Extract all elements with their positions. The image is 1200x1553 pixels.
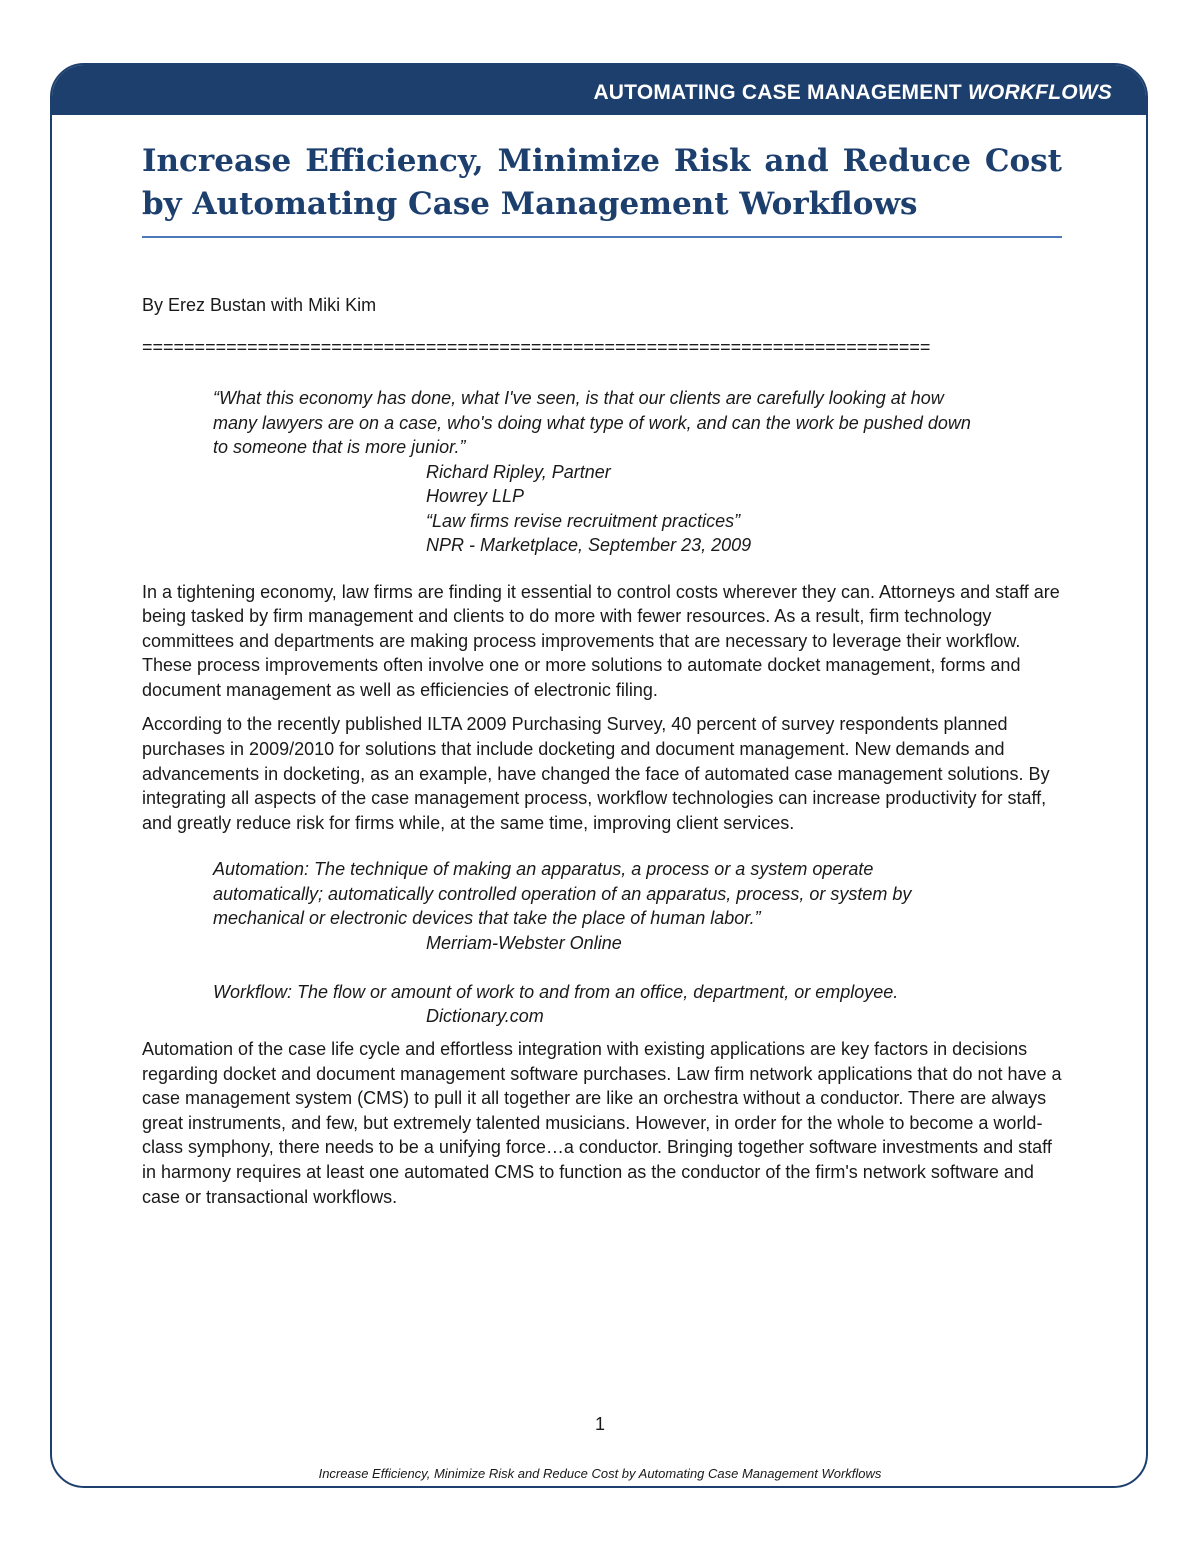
quote-text: “What this economy has done, what I've seen, is that our clients are carefully looking at how many lawyers are on a case, who's doing what type of work, and can the work be pushed down to someone that is more junior.” — [213, 388, 971, 457]
definitions-block — [213, 857, 983, 1029]
definition-automation: Automation: The technique of making an apparatus, a process or a system operate automatically; automatically controlled operation of an apparatus, process, or system by mechanical or electronic devices that take the place of human labor.” — [213, 859, 912, 929]
opening-quote — [213, 386, 983, 558]
quote-attribution-name: Richard Ripley, Partner — [426, 461, 611, 482]
definition-workflow: Workflow: The flow or amount of work to and from an office, department, or employee. — [213, 981, 899, 1002]
header-banner-main: AUTOMATING CASE MANAGEMENT — [593, 81, 968, 104]
definition-source: Dictionary.com — [426, 1006, 544, 1027]
document-body — [142, 140, 1062, 1209]
body-paragraph: According to the recently published ILTA 2009 Purchasing Survey, 40 percent of survey respondents planned purchases in 2009/2010 for solutions that include docketing and document management. New demands and advancements in docketing, as an example, have changed the face of automated case management solutions. By integrating all aspects of the case management process, workflow technologies can increase productivity for staff, and greatly reduce risk for firms while, at the same time, improving client services. — [142, 714, 1050, 833]
header-banner-italic: WORKFLOWS — [967, 81, 1112, 104]
spacer — [213, 955, 983, 980]
body-paragraph: In a tightening economy, law firms are finding it essential to control costs wherever they can. Attorneys and staff are being tasked by firm management and clients to do more with fewer resources. As a result, firm technology committees and departments are making process improvements that are necessary to leverage their workflow. These process improvements often involve one or more solutions to automate docket management, forms and document management as well as efficiencies of electronic filing. — [142, 581, 1060, 700]
header-banner — [52, 65, 1146, 115]
definition-source: Merriam-Webster Online — [426, 932, 622, 953]
quote-attribution-firm: Howrey LLP — [426, 486, 525, 506]
document-title: Increase Efficiency, Minimize Risk and Reduce Cost by Automating Case Management Workflows — [142, 140, 1062, 238]
separator-line: =========================================================================== — [142, 337, 931, 357]
body-paragraph: Automation of the case life cycle and effortless integration with existing applications are key factors in decisions regarding docket and document management software purchases. Law firm network applications that do not have a case management system (CMS) to pull it all together are like an orchestra without a conductor. There are always great instruments, and few, but extremely talented musicians. However, in order for the whole to become a world-class symphony, there needs to be a unifying force…a conductor. Bringing together software investments and staff in harmony requires at least one automated CMS to function as the conductor of the firm's network software and case or transactional workflows. — [142, 1038, 1062, 1207]
quote-attribution-source: NPR - Marketplace, September 23, 2009 — [426, 535, 752, 555]
page-number: 1 — [594, 1414, 605, 1434]
quote-attribution-article: “Law firms revise recruitment practices” — [426, 510, 741, 531]
page-footer: Increase Efficiency, Minimize Risk and Reduce Cost by Automating Case Management Workflows — [318, 1466, 882, 1481]
byline: By Erez Bustan with Miki Kim — [142, 295, 377, 315]
